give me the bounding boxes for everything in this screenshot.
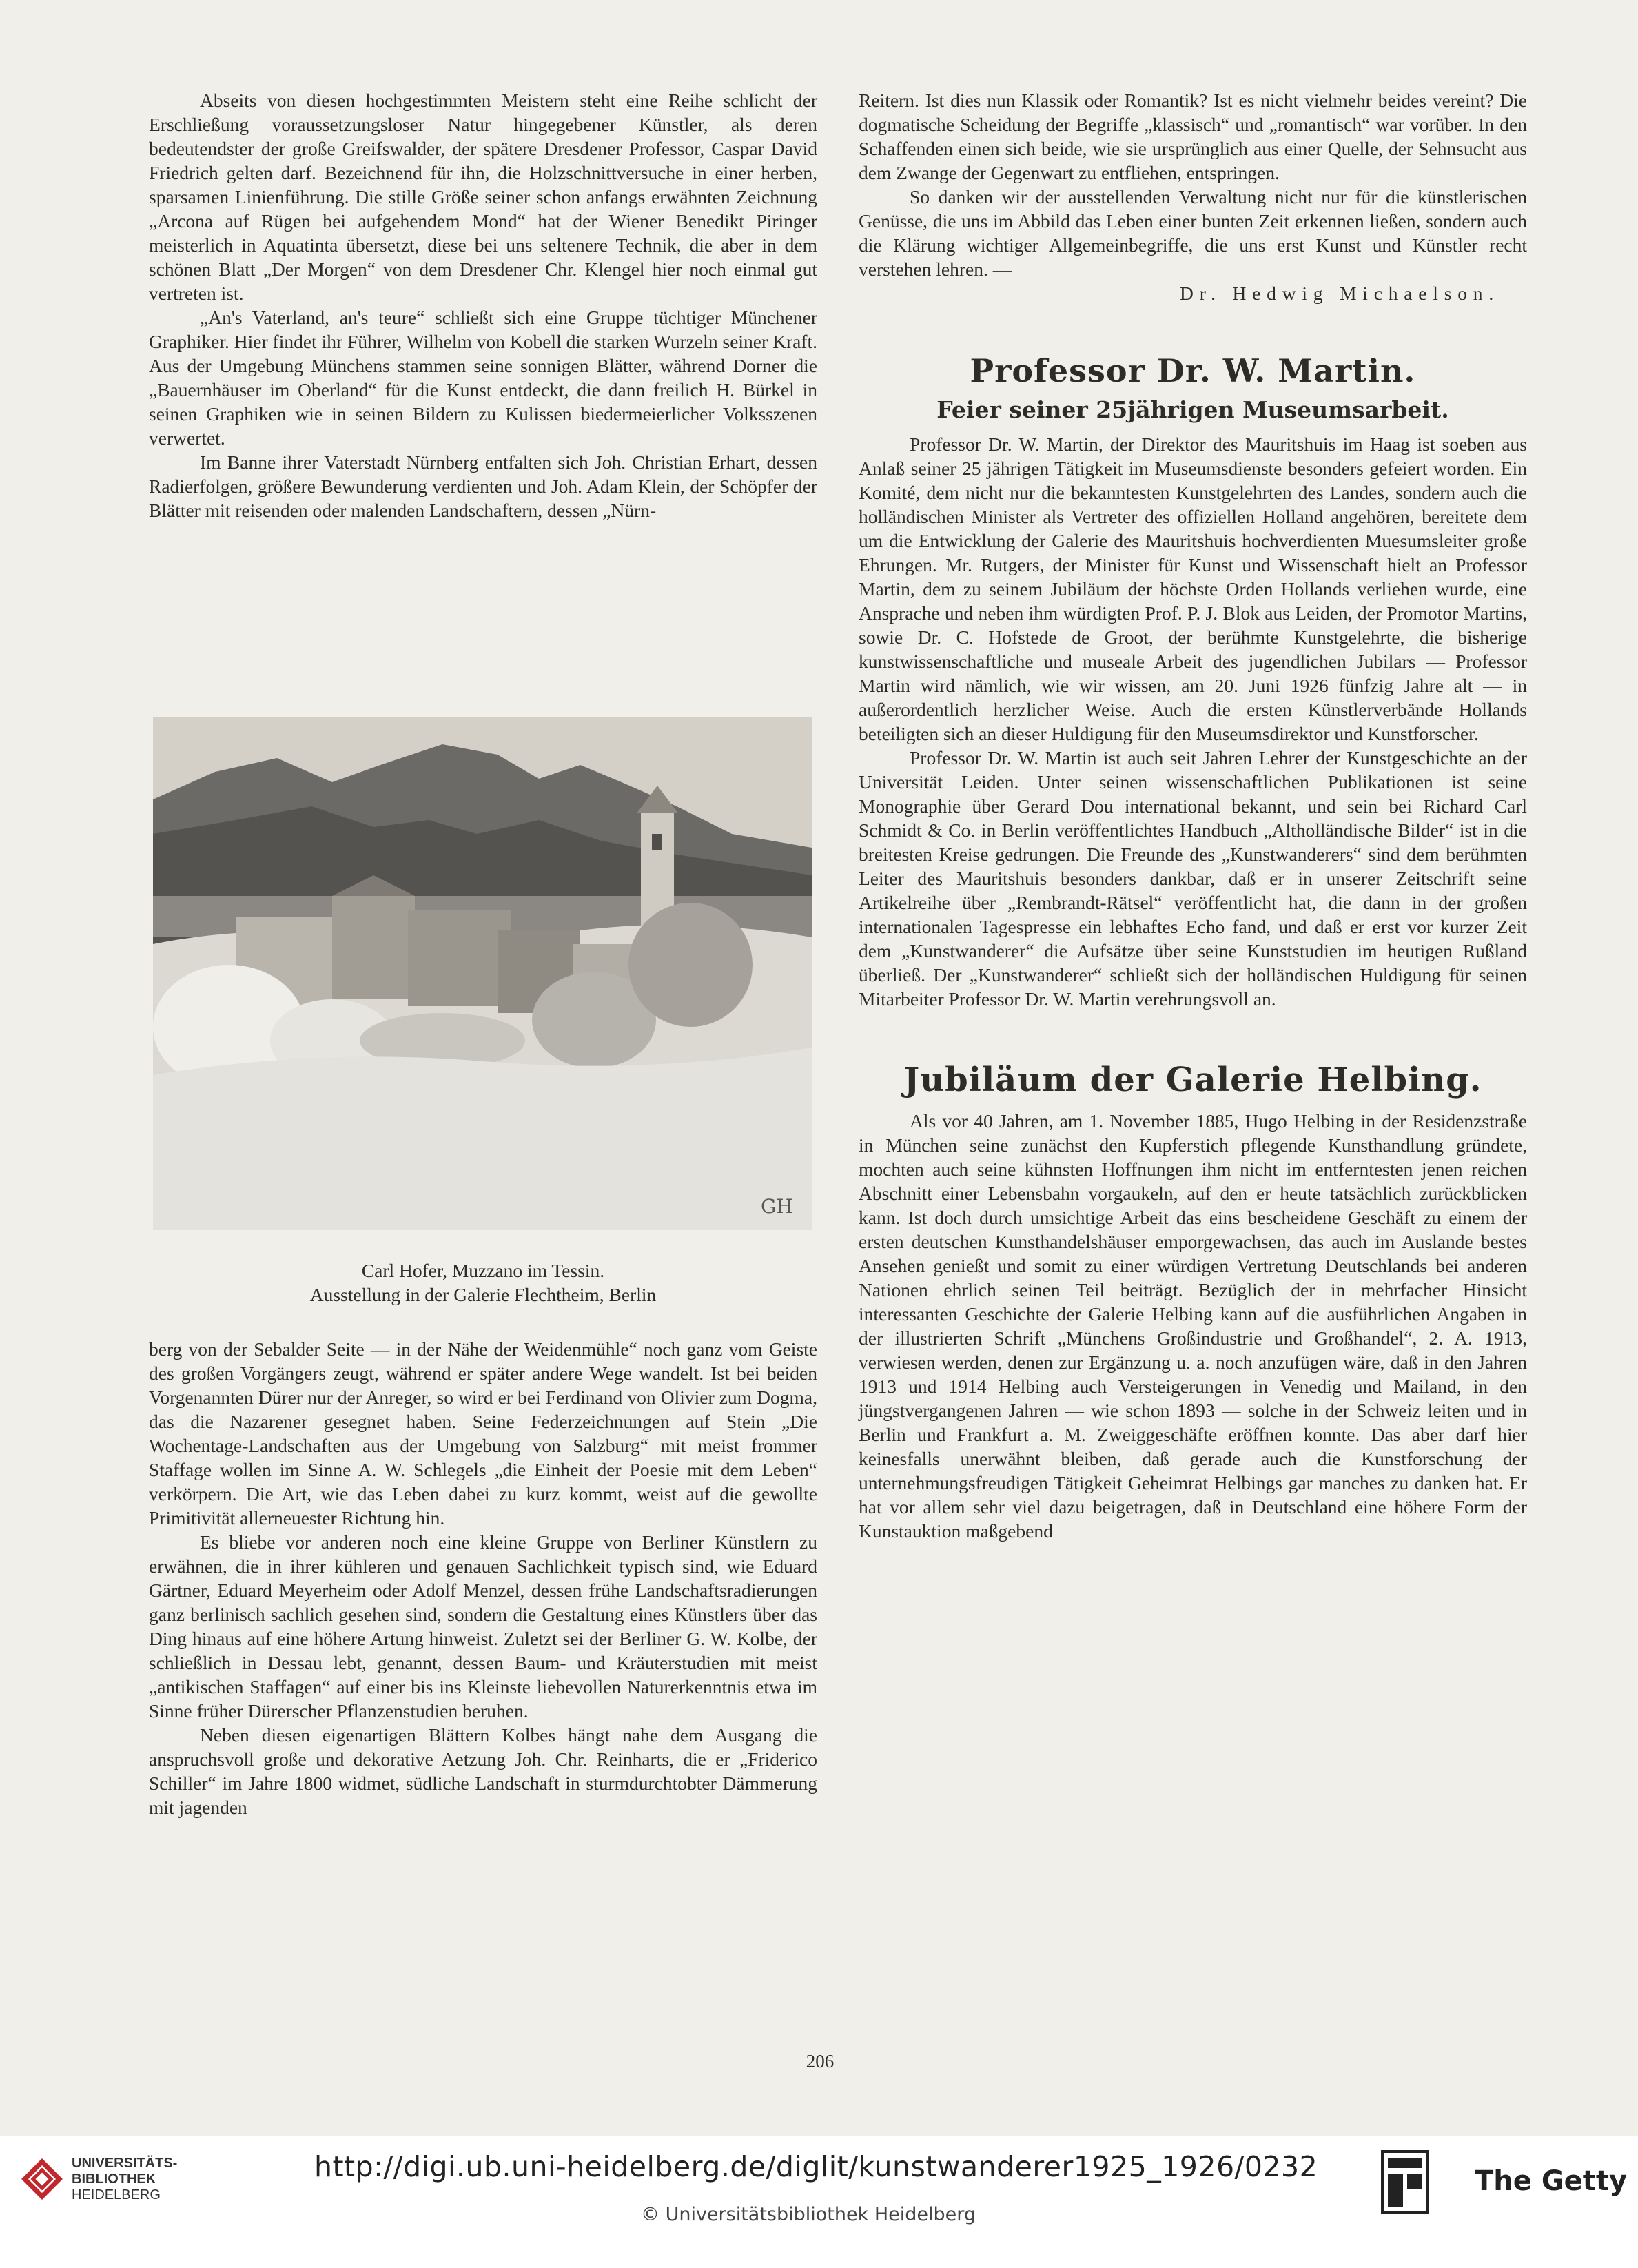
article-title-helbing: Jubiläum der Galerie Helbing. [903,1061,1482,1099]
page-number: 206 [806,2051,835,2072]
figure-caption [149,1258,817,1307]
paragraph: So danken wir der ausstellenden Verwaltung nicht nur für die künstlerischen Genüsse, die uns im Abbild das Leben einer bunten Zeit erkennen ließen, sondern auch die Klärung wichtiger Allgemeinbegriffe, die uns erst Kunst und Künstler recht verstehen lehren. — [859,186,1527,280]
getty-name: The Getty [1475,2165,1628,2197]
left-column-top [149,88,817,522]
library-line-2: BIBLIOTHEK [72,2172,156,2187]
paragraph: Im Banne ihrer Vaterstadt Nürnberg entfalten sich Joh. Christian Erhart, dessen Radierfolgen, größere Bewunderung verdienten und Joh. Adam Klein, der Schöpfer der Blätter mit reisenden oder malenden Landschaftern, dessen „Nürn- [149,451,817,521]
permalink-url[interactable]: http://digi.ub.uni-heidelberg.de/diglit/kunstwanderer1925_1926/0232 [314,2150,1318,2183]
paragraph: Abseits von diesen hochgestimmten Meistern steht eine Reihe schlicht der Erschließung voraussetzungsloser Natur hingegebener Künstler, als deren bedeutendster der große Greifswalder, der spätere Dresdener Professor, Caspar David Friedrich gelten darf. Bezeichnend für ihn, die Holzschnittversuche in einer herben, sparsamen Linienführung. Die stille Größe seiner schon anfangs erwähnten Zeichnung „Arcona auf Rügen bei aufgehendem Mond“ hat der Wiener Benedikt Piringer meisterlich in Aquatinta übersetzt, diese bei uns seltenere Technik, die aber in dem schönen Blatt „Der Morgen“ von dem Dresdener Chr. Klengel hier noch einmal gut vertreten ist. [149,90,817,304]
artwork-image [153,717,812,1230]
library-name [72,2156,177,2203]
artist-monogram: GH [761,1195,793,1218]
digitization-footer [0,2136,1638,2268]
paragraph: Professor Dr. W. Martin, der Direktor des Mauritshuis im Haag ist soeben aus Anlaß seiner 25 jährigen Tätigkeit im Museumsdienste besonders gefeiert worden. Ein Komité, dem nicht nur die bekanntesten Kunstgelehrten des Landes, sondern auch die holländischen Minister als Vertreter des offiziellen Holland angehören, bereitete dem um die Entwicklung der Galerie des Mauritshuis hochverdienten Muesumsleiter große Ehrungen. Mr. Rutgers, der Minister für Kunst und Wissenschaft hielt an Professor Martin, dem zu seinem Jubiläum der höchste Orden Hollands verliehen wurde, eine Ansprache und neben ihm würdigten Prof. P. J. Blok aus Leiden, der Promotor Martins, sowie Dr. C. Hofstede de Groot, der berühmte Kunstgelehrte, die bisherige kunstwissenschaftliche und museale Arbeit des jugendlichen Jubilars — Professor Martin wird nämlich, wie wir wissen, am 20. Juni 1926 fünfzig Jahre alt — in außerordentlich herzlicher Weise. Auch die ersten Künstlerverbände Hollands beteiligten sich an dieser Huldigung für den Museumsdirektor und Kunstforscher. [859,433,1527,744]
paragraph: Es bliebe vor anderen noch eine kleine Gruppe von Berliner Künstlern zu erwähnen, die in ihrer kühleren und genauen Sachlichkeit typisch sind, wie Eduard Gärtner, Eduard Meyerheim oder Adolf Menzel, dessen frühe Landschaftsradierungen ganz berlinisch sachlich gesehen sind, sondern die Gestaltung eines Künstlers über das Ding hinaus auf eine höhere Artung hinweist. Zuletzt sei der Berliner G. W. Kolbe, der schließlich in Dessau lebt, genannt, dessen Baum- und Kräuterstudien mit meist „antikischen Staffagen“ auf einer bis ins Kleinste liebevollen Naturerkenntnis etwa im Sinne früher Dürerscher Pflanzenstudien beruhen. [149,1531,817,1722]
article-subtitle-martin: Feier seiner 25jährigen Museumsarbeit. [936,396,1449,423]
library-logo-icon [18,2152,66,2208]
paragraph: Neben diesen eigenartigen Blättern Kolbes hängt nahe dem Ausgang die anspruchsvoll große und dekorative Aetzung Joh. Chr. Reinharts, die er „Friderico Schiller“ im Jahre 1800 widmet, südliche Landschaft in sturmdurchtobter Dämmerung mit jagenden [149,1724,817,1818]
paragraph: Reitern. Ist dies nun Klassik oder Romantik? Ist es nicht vielmehr beides vereint? Die dogmatische Scheidung der Begriffe „klassisch“ und „romantisch“ war vorüber. In den Schaffenden einen sich beide, wie sie ursprünglich aus einer Quelle, der Sehnsucht aus dem Zwange der Gegenwart zu entfliehen, entspringen. [859,90,1527,183]
paragraph: berg von der Sebalder Seite — in der Nähe der Weidenmühle“ noch ganz vom Geiste des großen Vorgängers zeugt, während er später andere Wege wandelt. Ist bei beiden Vorgenannten Dürer nur der Anreger, so wird er bei Ferdinand von Olivier zum Dogma, das die Nazarener gesegnet haben. Seine Federzeichnungen auf Stein „Die Wochentage-Landschaften aus der Umgebung von Salzburg“ mit meist frommer Staffage wollen im Sinne A. W. Schlegels „die Einheit der Poesie mit dem Leben“ verkörpern. Die Art, wie das Leben dabei zu kurz kommt, weist auf die gewollte Primitivität allerneuester Richtung hin. [149,1338,817,1529]
paragraph: „An's Vaterland, an's teure“ schließt sich eine Gruppe tüchtiger Münchener Graphiker. Hier findet ihr Führer, Wilhelm von Kobell die starken Wurzeln seiner Kraft. Aus der Umgebung Münchens stammen seine sonnigen Blätter, während Dorner die „Bauernhäuser im Oberland“ für die Kunst entdeckt, die dann freilich H. Bürkel in seinen Graphiken wie in seinen Bildern zu Kulissen biedermeierlicher Volksszenen verwertet. [149,307,817,449]
landscape-illustration [153,717,812,1230]
left-column-bottom [149,1337,817,1819]
author-signature: Dr. Hedwig Michaelson. [1180,283,1499,304]
copyright-notice: © Universitätsbibliothek Heidelberg [641,2204,976,2225]
paragraph: Als vor 40 Jahren, am 1. November 1885, Hugo Helbing in der Residenzstraße in München seine zunächst den Kupferstich pflegende Kunsthandlung gründete, mochten auch seine kühnsten Hoffnungen ihm nicht im entferntesten jenen reichen Abschnitt einer Lebensbahn vorgaukeln, auf den er heute tatsächlich zurückblicken kann. Ist doch durch umsichtige Arbeit das eins bescheidene Geschäft zu einem der ersten deutschen Kunsthandelshäuser emporgewachsen, das auch im Auslande bestes Ansehen genießt und somit zu einer würdigen Vertretung Deutschlands bei anderen Nationen ehrlich seinen Teil beiträgt. Bezüglich der in mehrfacher Hinsicht interessanten Geschichte der Galerie Helbing kann auf die ausführlichen Angaben in der illustrierten Schrift „Münchens Großindustrie und Großhandel“, 2. A. 1913, verwiesen werden, denen zur Ergänzung u. a. noch anzufügen wäre, daß in den Jahren 1913 und 1914 Helbing auch Versteigerungen in Venedig und Mailand, in den jüngstvergangenen Jahren — wie schon 1893 — solche in der Schweiz leiten und in Berlin und Frankfurt a. M. Zweiggeschäfte eröffnen konnte. Das aber darf hier keinesfalls unerwähnt bleiben, daß gerade auch die Kunstforschung der unternehmungsfreudigen Tätigkeit Geheimrat Helbings gar manches zu danken hat. Er hat vor allem sehr viel dazu beigetragen, daß in Deutschland eine höhere Form der Kunstauktion maßgebend [859,1110,1527,1542]
right-column [859,88,1527,1543]
library-line-1: UNIVERSITÄTS- [72,2156,178,2171]
library-line-3: HEIDELBERG [72,2187,161,2203]
caption-line-2: Ausstellung in der Galerie Flechtheim, Berlin [309,1284,657,1305]
getty-logo-icon [1381,2150,1429,2214]
article-title-martin: Professor Dr. W. Martin. [970,352,1416,389]
caption-line-1: Carl Hofer, Muzzano im Tessin. [361,1260,605,1281]
paragraph: Professor Dr. W. Martin ist auch seit Jahren Lehrer der Kunstgeschichte an der Universität Leiden. Unter seinen wissenschaftlichen Publikationen ist seine Monographie über Gerard Dou international bekannt, und sein bei Richard Carl Schmidt & Co. in Berlin veröffentlichtes Handbuch „Altholländische Bilder“ ist in die breitesten Kreise gedrungen. Die Freunde des „Kunstwanderers“ sind dem berühmten Leiter des Mauritshuis besonders dankbar, daß er in unserer Zeitschrift seine Artikelreihe über „Rembrandt-Rätsel“ veröffentlicht hat, die dann in der großen internationalen Tagespresse ein lebhaftes Echo fand, und daß er erst vor kurzer Zeit dem „Kunstwanderer“ die Aufsätze über seine Kunststudien im heutigen Rußland überließ. Der „Kunstwanderer“ schließt sich der holländischen Huldigung für seinen Mitarbeiter Professor Dr. W. Martin verehrungsvoll an. [859,747,1527,1010]
